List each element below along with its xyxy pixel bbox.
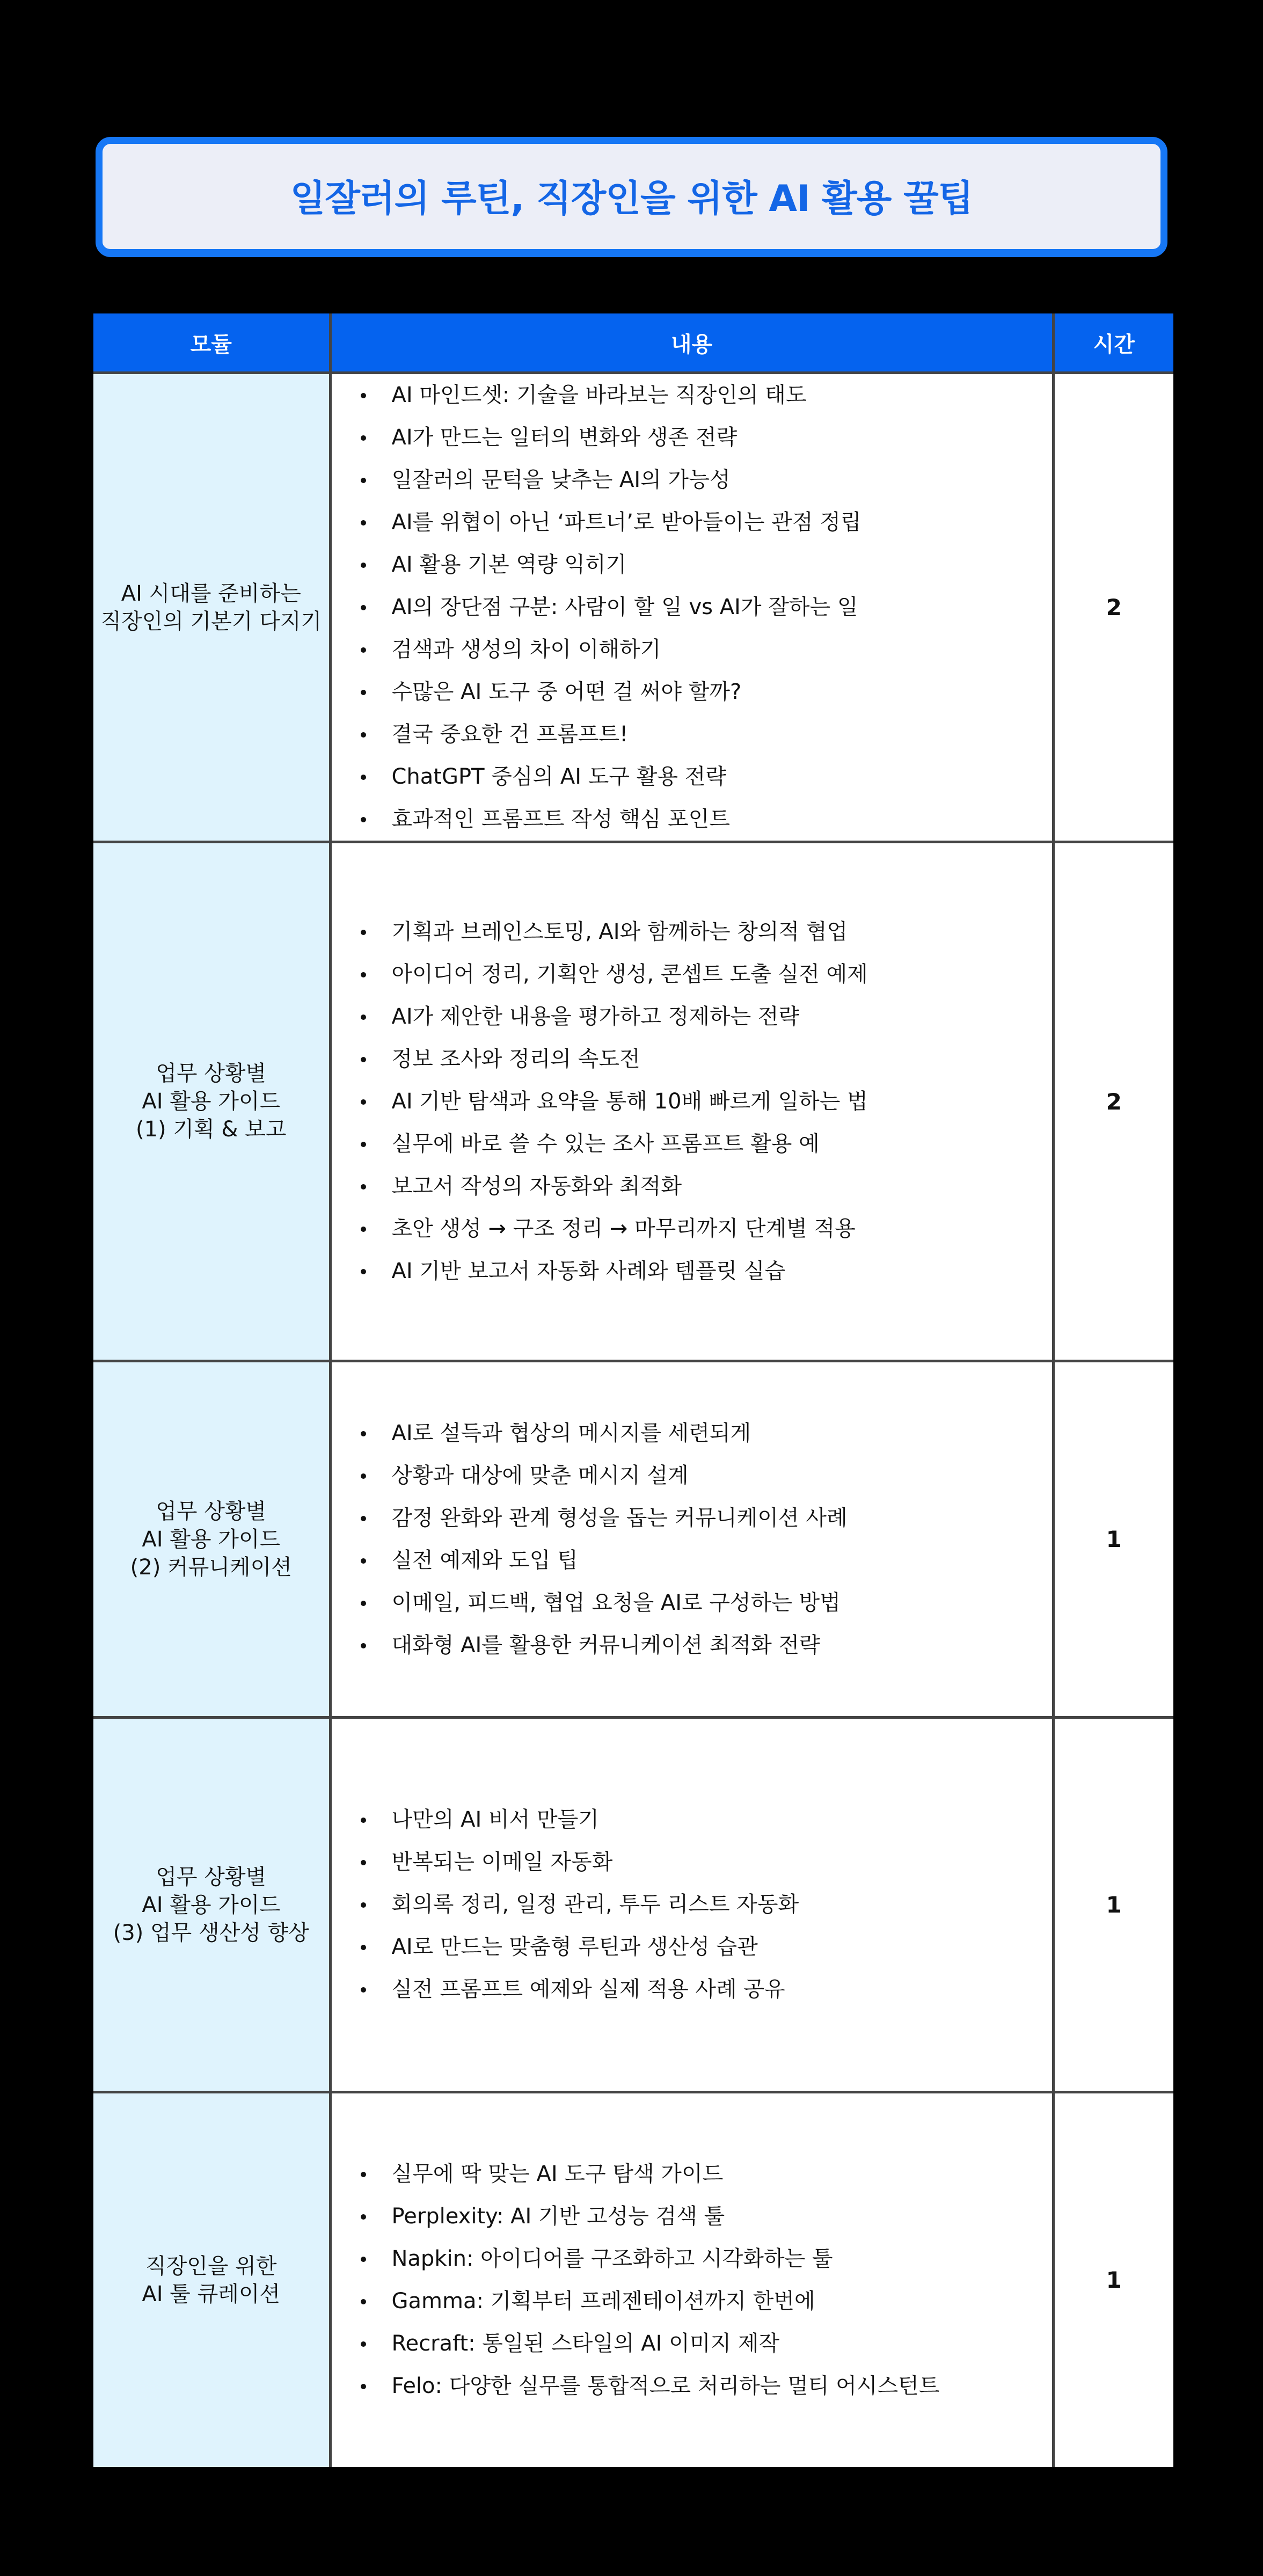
list-item: 실무에 바로 쓸 수 있는 조사 프롬프트 활용 예	[361, 1123, 1052, 1165]
list-item: 검색과 생성의 차이 이해하기	[361, 629, 1052, 671]
list-item: 나만의 AI 비서 만들기	[361, 1799, 1052, 1841]
module-cell	[93, 373, 330, 842]
list-item: AI가 제안한 내용을 평가하고 정제하는 전략	[361, 996, 1052, 1038]
content-list	[332, 374, 1052, 841]
time-cell: 2	[1053, 373, 1173, 842]
module-name-line: AI 툴 큐레이션	[142, 2281, 281, 2307]
content-cell	[330, 1718, 1053, 2092]
list-item: 감정 완화와 관계 형성을 돕는 커뮤니케이션 사례	[361, 1497, 1052, 1539]
module-name-line: (3) 업무 생산성 향상	[113, 1920, 309, 1945]
list-item: 정보 조사와 정리의 속도전	[361, 1038, 1052, 1081]
header-time: 시간	[1053, 313, 1173, 373]
list-item: 기획과 브레인스토밍, AI와 함께하는 창의적 협업	[361, 911, 1052, 953]
list-item: ChatGPT 중심의 AI 도구 활용 전략	[361, 756, 1052, 798]
table-row	[93, 1718, 1173, 2092]
table-row	[93, 1361, 1173, 1718]
list-item: 회의록 정리, 일정 관리, 투두 리스트 자동화	[361, 1884, 1052, 1926]
content-cell	[330, 2092, 1053, 2467]
header-module: 모듈	[93, 313, 330, 373]
content-cell	[330, 373, 1053, 842]
list-item: 아이디어 정리, 기획안 생성, 콘셉트 도출 실전 예제	[361, 953, 1052, 996]
list-item: 일잘러의 문턱을 낮추는 AI의 가능성	[361, 459, 1052, 501]
list-item: 반복되는 이메일 자동화	[361, 1841, 1052, 1884]
list-item: 이메일, 피드백, 협업 요청을 AI로 구성하는 방법	[361, 1582, 1052, 1624]
time-cell: 1	[1053, 1361, 1173, 1718]
list-item: AI의 장단점 구분: 사람이 할 일 vs AI가 잘하는 일	[361, 586, 1052, 629]
list-item: Perplexity: AI 기반 고성능 검색 툴	[361, 2195, 1052, 2238]
list-item: 대화형 AI를 활용한 커뮤니케이션 최적화 전략	[361, 1624, 1052, 1667]
table-row	[93, 842, 1173, 1361]
module-name-line: AI 활용 가이드	[142, 1892, 281, 1917]
page-title: 일잘러의 루틴, 직장인을 위한 AI 활용 꿀팁	[290, 177, 973, 220]
title-banner	[96, 137, 1167, 257]
list-item: 초안 생성 → 구조 정리 → 마무리까지 단계별 적용	[361, 1208, 1052, 1250]
table-body	[93, 373, 1173, 2467]
list-item: AI 마인드셋: 기술을 바라보는 직장인의 태도	[361, 374, 1052, 417]
time-cell: 1	[1053, 1718, 1173, 2092]
content-list	[332, 1799, 1052, 2011]
list-item: 실전 프롬프트 예제와 실제 적용 사례 공유	[361, 1968, 1052, 2011]
module-name-line: AI 활용 가이드	[142, 1527, 281, 1552]
list-item: AI를 위협이 아닌 ‘파트너’로 받아들이는 관점 정립	[361, 501, 1052, 544]
list-item: 실무에 딱 맞는 AI 도구 탐색 가이드	[361, 2153, 1052, 2195]
list-item: 보고서 작성의 자동화와 최적화	[361, 1165, 1052, 1208]
table-row	[93, 2092, 1173, 2467]
list-item: AI 기반 보고서 자동화 사례와 템플릿 실습	[361, 1250, 1052, 1293]
list-item: AI로 설득과 협상의 메시지를 세련되게	[361, 1412, 1052, 1455]
list-item: AI 기반 탐색과 요약을 통해 10배 빠르게 일하는 법	[361, 1081, 1052, 1123]
table-row	[93, 373, 1173, 842]
list-item: 결국 중요한 건 프롬프트!	[361, 713, 1052, 756]
list-item: 실전 예제와 도입 팁	[361, 1539, 1052, 1582]
list-item: Recraft: 통일된 스타일의 AI 이미지 제작	[361, 2323, 1052, 2365]
module-name-line: AI 시대를 준비하는	[121, 581, 301, 606]
module-name-line: 업무 상황별	[156, 1864, 267, 1889]
module-cell	[93, 1361, 330, 1718]
list-item: Gamma: 기획부터 프레젠테이션까지 한번에	[361, 2280, 1052, 2323]
content-list	[332, 2153, 1052, 2407]
module-name-line: 직장인을 위한	[145, 2253, 277, 2279]
table-header-row	[93, 313, 1173, 373]
list-item: Napkin: 아이디어를 구조화하고 시각화하는 툴	[361, 2238, 1052, 2280]
list-item: AI로 만드는 맞춤형 루틴과 생산성 습관	[361, 1926, 1052, 1968]
module-name-line: (1) 기획 & 보고	[135, 1117, 287, 1142]
list-item: 상황과 대상에 맞춘 메시지 설계	[361, 1455, 1052, 1497]
content-list	[332, 1412, 1052, 1667]
module-name-line: (2) 커뮤니케이션	[130, 1555, 292, 1580]
module-cell	[93, 2092, 330, 2467]
module-name-line: 직장인의 기본기 다지기	[100, 609, 322, 634]
header-content: 내용	[330, 313, 1053, 373]
module-cell	[93, 1718, 330, 2092]
content-list	[332, 911, 1052, 1293]
time-cell: 2	[1053, 842, 1173, 1361]
list-item: 수많은 AI 도구 중 어떤 걸 써야 할까?	[361, 671, 1052, 713]
module-name-line: AI 활용 가이드	[142, 1089, 281, 1114]
content-cell	[330, 1361, 1053, 1718]
list-item: AI 활용 기본 역량 익히기	[361, 544, 1052, 586]
module-name-line: 업무 상황별	[156, 1499, 267, 1524]
list-item: 효과적인 프롬프트 작성 핵심 포인트	[361, 798, 1052, 841]
content-cell	[330, 842, 1053, 1361]
curriculum-table	[93, 313, 1173, 2467]
list-item: AI가 만드는 일터의 변화와 생존 전략	[361, 417, 1052, 459]
module-name-line: 업무 상황별	[156, 1061, 267, 1086]
list-item: Felo: 다양한 실무를 통합적으로 처리하는 멀티 어시스턴트	[361, 2365, 1052, 2407]
time-cell: 1	[1053, 2092, 1173, 2467]
module-cell	[93, 842, 330, 1361]
